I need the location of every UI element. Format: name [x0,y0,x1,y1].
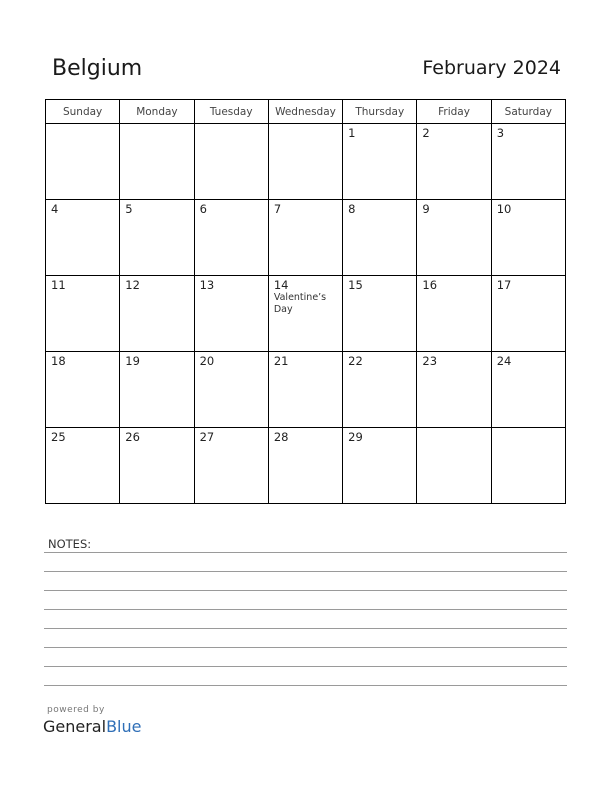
day-number: 18 [51,354,66,368]
week-row [46,124,566,200]
day-cell [491,124,565,200]
day-cell [417,352,491,428]
weekday-monday: Monday [120,100,194,124]
day-cell [268,276,342,352]
note-line [44,552,567,553]
week-row [46,352,566,428]
note-line [44,666,567,667]
day-cell [120,200,194,276]
day-cell [120,428,194,504]
day-cell [268,352,342,428]
note-line [44,647,567,648]
day-cell [343,276,417,352]
day-cell [343,428,417,504]
day-number: 29 [348,430,363,444]
day-number: 3 [496,126,505,140]
day-cell [46,276,120,352]
notes-label: NOTES: [48,537,92,551]
day-number: 9 [422,202,430,216]
brand-general: General [43,717,107,736]
day-number: 4 [51,202,59,216]
day-cell [194,200,268,276]
day-cell [417,200,491,276]
day-cell [417,124,491,200]
day-cell [491,276,565,352]
day-cell [417,428,491,504]
day-number: 11 [51,278,66,292]
day-number: 28 [273,430,289,444]
day-cell [46,352,120,428]
day-number: 24 [496,354,512,368]
weekday-tuesday: Tuesday [194,100,268,124]
day-number: 7 [273,202,282,216]
week-row [46,200,566,276]
day-cell [194,276,268,352]
day-cell [343,352,417,428]
day-cell [491,428,565,504]
day-number: 19 [125,354,140,368]
note-line [44,609,567,610]
day-cell [46,200,120,276]
week-row [46,428,566,504]
weekday-friday: Friday [417,100,491,124]
day-number: 6 [199,202,207,216]
day-cell [120,124,194,200]
month-year-title: February 2024 [422,57,561,79]
day-cell [194,124,268,200]
day-number: 26 [125,430,140,444]
note-line [44,628,567,629]
powered-by-text: powered by [47,705,105,715]
day-cell [491,352,565,428]
day-cell [491,200,565,276]
day-cell [46,428,120,504]
note-line [44,571,567,572]
generalblue-logo [43,717,141,736]
day-cell [343,124,417,200]
weekday-sunday: Sunday [46,100,120,124]
country-title: Belgium [52,56,143,81]
week-row [46,276,566,352]
day-number: 20 [199,354,215,368]
day-number: 27 [199,430,215,444]
brand-blue: Blue [106,717,142,736]
holiday-event: Valentine’s Day [273,292,327,315]
day-number: 1 [348,126,356,140]
weekday-header-row [46,100,566,124]
weekday-saturday: Saturday [491,100,565,124]
day-number: 13 [199,278,215,292]
day-cell [268,428,342,504]
day-number: 10 [496,202,512,216]
day-cell [194,428,268,504]
day-number: 17 [496,278,512,292]
day-number: 8 [348,202,356,216]
day-number: 15 [348,278,363,292]
day-cell [46,124,120,200]
day-number: 2 [422,126,430,140]
note-line [44,590,567,591]
day-number: 14 [273,278,289,292]
note-line [44,685,567,686]
day-number: 22 [348,354,363,368]
day-number: 21 [273,354,289,368]
day-cell [343,200,417,276]
day-cell [120,276,194,352]
day-cell [194,352,268,428]
day-number: 5 [125,202,133,216]
weekday-thursday: Thursday [343,100,417,124]
day-number: 25 [51,430,66,444]
day-number: 16 [422,278,438,292]
calendar-grid [45,99,566,504]
day-cell [120,352,194,428]
day-cell [268,124,342,200]
day-cell [417,276,491,352]
day-cell [268,200,342,276]
day-number: 12 [125,278,140,292]
weekday-wednesday: Wednesday [268,100,342,124]
day-number: 23 [422,354,438,368]
